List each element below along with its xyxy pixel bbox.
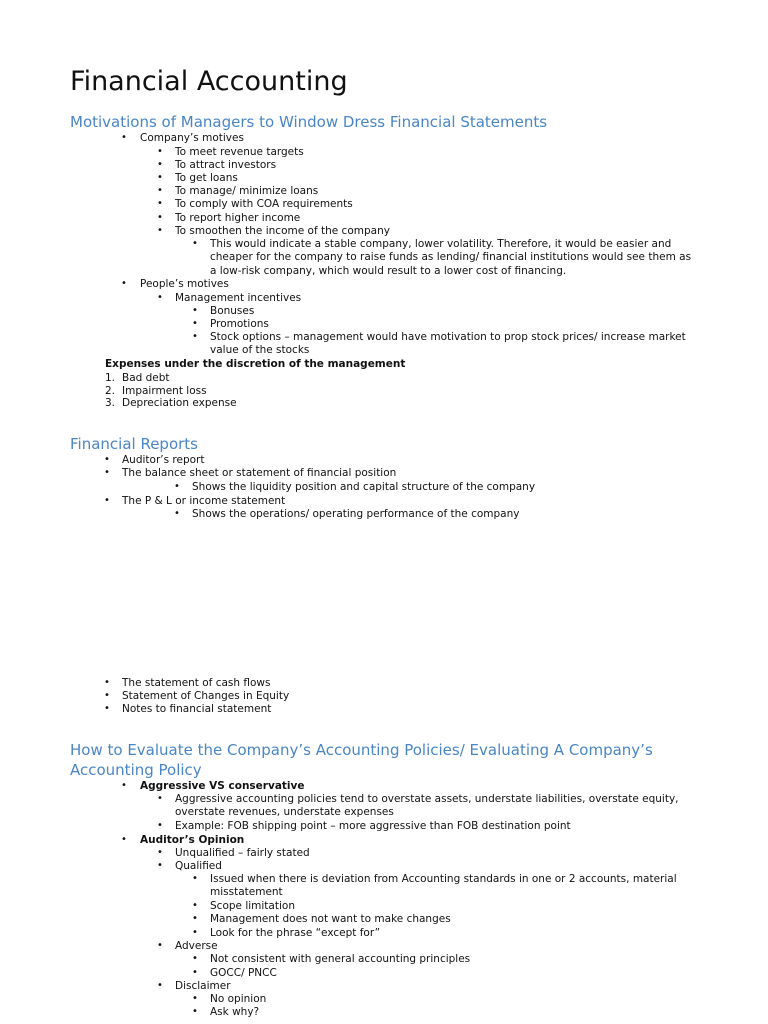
bullet-icon: • [192,305,198,316]
page-title: Financial Accounting [70,66,348,97]
bullet-icon: • [157,980,163,991]
bullet-icon: • [157,159,163,170]
bullet-icon: • [192,927,198,938]
bullet-icon: • [192,953,198,964]
bullet-icon: • [192,900,198,911]
list-item: Unqualified – fairly stated [175,847,310,859]
list-item: People’s motives [140,278,229,290]
section-heading-motivations: Motivations of Managers to Window Dress Financial Statements [70,113,548,131]
bullet-icon: • [192,873,198,884]
bullet-icon: • [104,467,110,478]
bullet-icon: • [121,132,127,143]
list-number: 3. [105,397,116,409]
bullet-icon: • [192,331,198,342]
section-heading-evaluate-policies: How to Evaluate the Company’s Accounting Policies/ Evaluating A Company’s Accounting Policy [70,741,653,779]
bullet-icon: • [157,185,163,196]
bullet-icon: • [157,146,163,157]
list-item: Example: FOB shipping point – more aggressive than FOB destination point [175,820,571,832]
list-item: Bad debt [122,372,170,384]
list-item: Bonuses [210,305,255,317]
list-item: Qualified [175,860,222,872]
list-item: Impairment loss [122,385,207,397]
bullet-icon: • [121,780,127,791]
bullet-icon: • [174,481,180,492]
bullet-icon: • [192,1006,198,1017]
bullet-icon: • [157,860,163,871]
bullet-icon: • [157,820,163,831]
bullet-icon: • [104,690,110,701]
bullet-icon: • [157,793,163,804]
bullet-icon: • [192,913,198,924]
list-item: No opinion [210,993,267,1005]
list-item: The P & L or income statement [122,495,286,507]
bullet-icon: • [157,292,163,303]
bullet-icon: • [157,940,163,951]
bullet-icon: • [192,967,198,978]
list-item: Statement of Changes in Equity [122,690,290,702]
list-item: Disclaimer [175,980,231,992]
list-item-bold: Aggressive VS conservative [140,780,305,792]
list-item: Scope limitation [210,900,295,912]
list-item: Issued when there is deviation from Accounting standards in one or 2 accounts, material misstatement [210,873,677,899]
list-item: Shows the liquidity position and capital structure of the company [192,481,536,493]
bullet-icon: • [157,172,163,183]
list-item: Management incentives [175,292,302,304]
list-item: Adverse [175,940,218,952]
bullet-icon: • [104,454,110,465]
bullet-icon: • [104,677,110,688]
list-item: To smoothen the income of the company [175,225,390,237]
bullet-icon: • [121,278,127,289]
list-item: Depreciation expense [122,397,237,409]
list-item: Auditor’s report [122,454,205,466]
list-item: To attract investors [175,159,277,171]
list-item: The balance sheet or statement of financial position [122,467,397,479]
list-item: To meet revenue targets [175,146,304,158]
bullet-icon: • [157,212,163,223]
list-item-bold: Auditor’s Opinion [140,834,245,846]
bullet-icon: • [174,508,180,519]
list-item: Management does not want to make changes [210,913,451,925]
list-item: Notes to financial statement [122,703,272,715]
bullet-icon: • [157,198,163,209]
list-item: To manage/ minimize loans [175,185,319,197]
list-item: Aggressive accounting policies tend to overstate assets, understate liabilities, overstate equity, overstate revenues, understate expenses [175,793,679,819]
list-item: Promotions [210,318,269,330]
bullet-icon: • [192,993,198,1004]
bullet-icon: • [192,318,198,329]
section-heading-financial-reports: Financial Reports [70,435,198,453]
list-item: Company’s motives [140,132,244,144]
bullet-icon: • [104,495,110,506]
list-item: Ask why? [210,1006,260,1018]
list-item: To get loans [175,172,238,184]
list-item: The statement of cash flows [122,677,271,689]
list-number: 2. [105,385,116,397]
bullet-icon: • [192,238,198,249]
list-item: To report higher income [175,212,301,224]
list-item: To comply with COA requirements [175,198,353,210]
list-item-note: This would indicate a stable company, lower volatility. Therefore, it would be easier and cheaper for the company to raise funds as lending/ financial institutions would see them as a low-risk company, which would result to a lower cost of financing. [210,238,692,277]
bullet-icon: • [157,847,163,858]
list-item: Stock options – management would have motivation to prop stock prices/ increase market value of the stocks [210,331,686,357]
list-item: Not consistent with general accounting principles [210,953,471,965]
list-item: Look for the phrase “except for” [210,927,381,939]
list-item: Shows the operations/ operating performance of the company [192,508,520,520]
expenses-heading: Expenses under the discretion of the management [105,358,406,370]
list-item: GOCC/ PNCC [210,967,277,979]
bullet-icon: • [121,834,127,845]
bullet-icon: • [157,225,163,236]
bullet-icon: • [104,703,110,714]
list-number: 1. [105,372,116,384]
